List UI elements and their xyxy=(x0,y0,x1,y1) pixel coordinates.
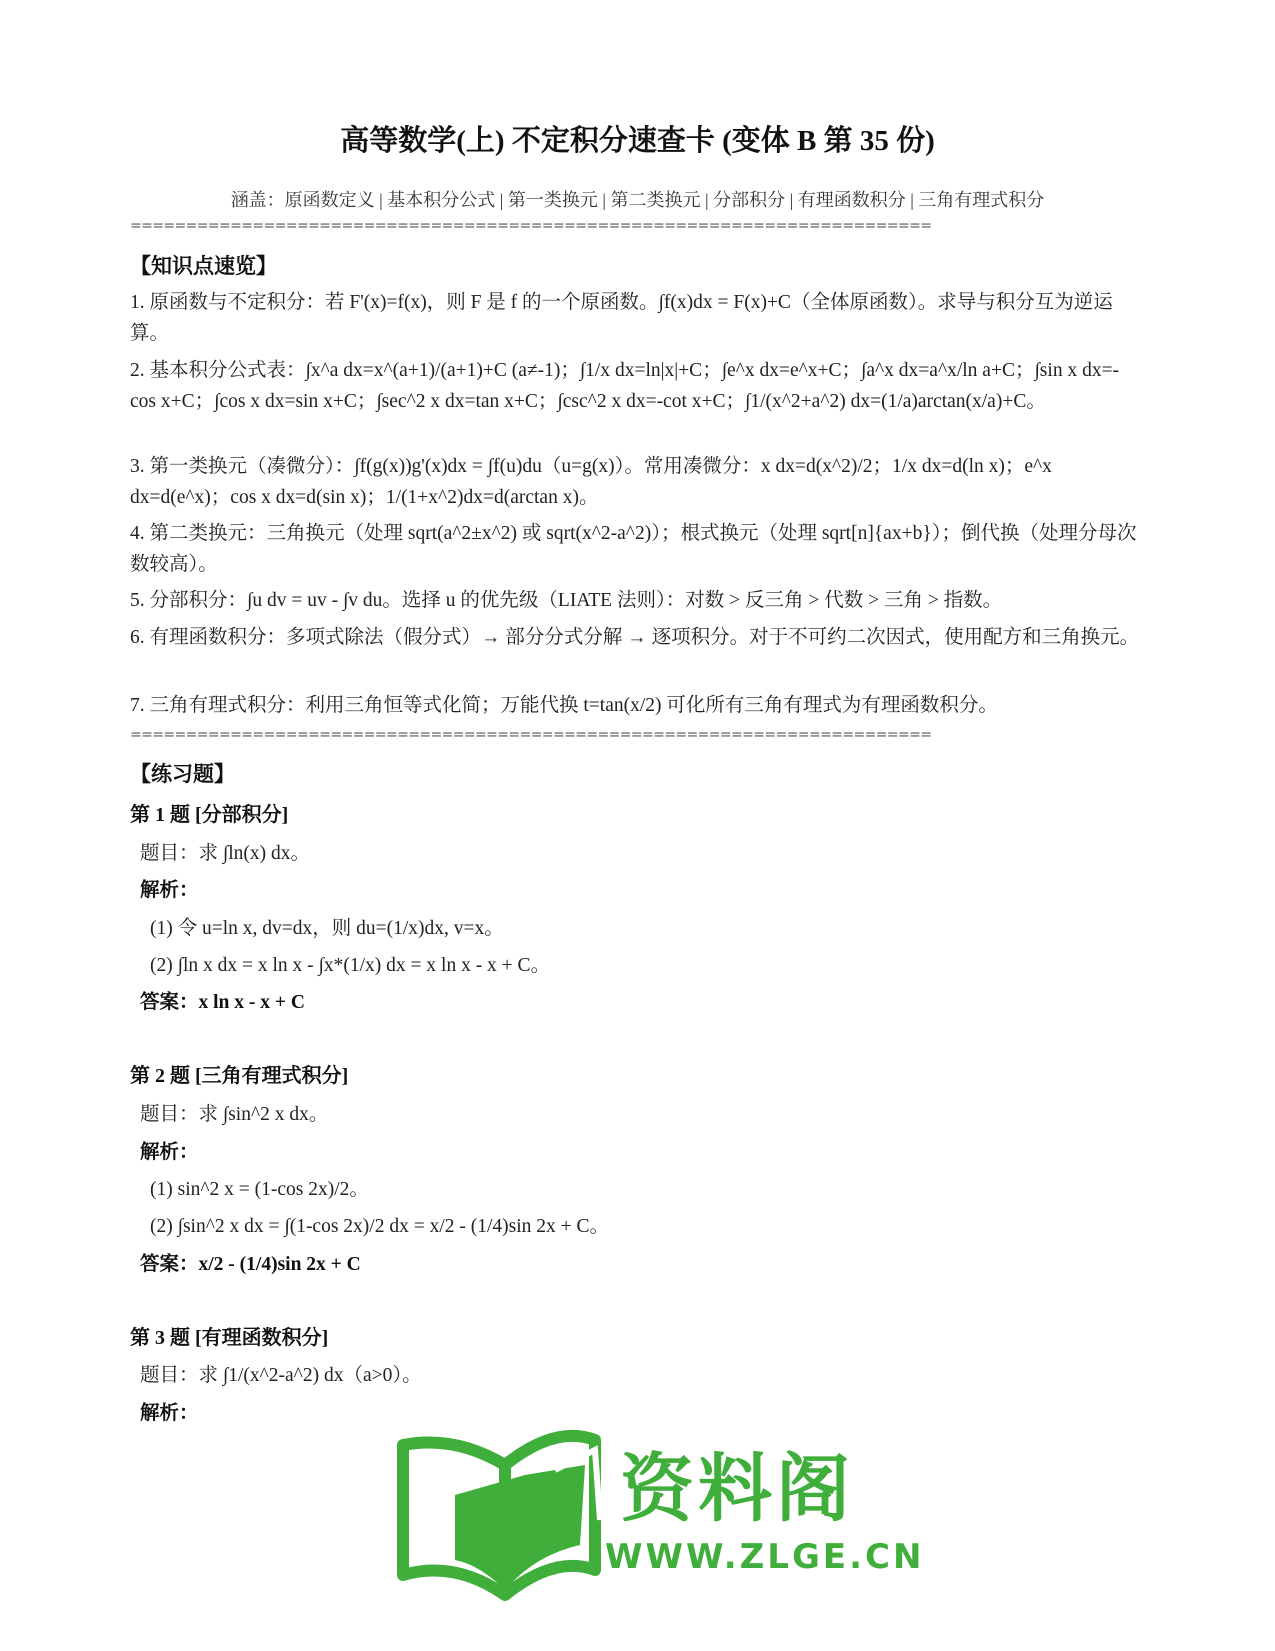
analysis-label: 解析： xyxy=(140,1142,199,1163)
divider: ======================================================================== xyxy=(130,218,932,234)
question-title: 第 1 题 [分部积分] xyxy=(130,804,289,826)
question-title: 第 3 题 [有理函数积分] xyxy=(130,1327,329,1349)
analysis-label: 解析： xyxy=(140,1403,199,1424)
knowledge-point: 5. 分部积分：∫u dv = uv - ∫v du。选择 u 的优先级（LIATE 法则）：对数 > 反三角 > 代数 > 三角 > 指数。 xyxy=(130,590,1003,611)
knowledge-point: 6. 有理函数积分：多项式除法（假分式）→ 部分分式分解 → 逐项积分。对于不可约二次因式，使用配方和三角换元。 xyxy=(130,627,1140,648)
knowledge-point: 1. 原函数与不定积分：若 F'(x)=f(x)，则 F 是 f 的一个原函数。∫f(x)dx = F(x)+C（全体原函数）。求导与积分互为逆运算。 xyxy=(130,292,1113,344)
question-title: 第 2 题 [三角有理式积分] xyxy=(130,1065,349,1087)
answer: 答案：x ln x - x + C xyxy=(140,992,305,1013)
solution-step: (1) sin^2 x = (1-cos 2x)/2。 xyxy=(150,1179,369,1200)
solution-step: (2) ∫ln x dx = x ln x - ∫x*(1/x) dx = x ln x - x + C。 xyxy=(150,955,551,976)
exercises-heading: 【练习题】 xyxy=(130,762,235,786)
knowledge-heading: 【知识点速览】 xyxy=(130,254,277,278)
solution-step: (1) 令 u=ln x, dv=dx，则 du=(1/x)dx, v=x。 xyxy=(150,918,504,939)
watermark-url: WWW.ZLGE.CN xyxy=(605,1537,925,1577)
knowledge-point: 7. 三角有理式积分：利用三角恒等式化简；万能代换 t=tan(x/2) 可化所有三角有理式为有理函数积分。 xyxy=(130,695,998,716)
divider: ======================================================================== xyxy=(130,727,932,743)
knowledge-point: 2. 基本积分公式表：∫x^a dx=x^(a+1)/(a+1)+C (a≠-1)；∫1/x dx=ln|x|+C；∫e^x dx=e^x+C；∫a^x dx=a^x/ln a+C；∫sin x dx=-cos x+C；∫cos x dx=sin x+C；∫sec^2 x dx=tan x+C；∫csc^2 x dx=-cot x+C；∫1/(x^2+a^2) dx=(1/a)arctan(x/a)+C。 xyxy=(130,360,1120,412)
question-prompt: 题目：求 ∫sin^2 x dx。 xyxy=(140,1104,329,1125)
document-subtitle: 涵盖：原函数定义 | 基本积分公式 | 第一类换元 | 第二类换元 | 分部积分 | 有理函数积分 | 三角有理式积分 xyxy=(230,190,1045,210)
document-title: 高等数学(上) 不定积分速查卡 (变体 B 第 35 份) xyxy=(340,125,935,157)
question-prompt: 题目：求 ∫1/(x^2-a^2) dx（a>0）。 xyxy=(140,1365,422,1386)
knowledge-point: 4. 第二类换元：三角换元（处理 sqrt(a^2±x^2) 或 sqrt(x^2-a^2)）；根式换元（处理 sqrt[n]{ax+b}）；倒代换（处理分母次数较高）。 xyxy=(130,523,1137,575)
watermark-brand: 资料阁 xyxy=(620,1446,854,1532)
question-prompt: 题目：求 ∫ln(x) dx。 xyxy=(140,843,310,864)
knowledge-point: 3. 第一类换元（凑微分）：∫f(g(x))g'(x)dx = ∫f(u)du（u=g(x)）。常用凑微分：x dx=d(x^2)/2；1/x dx=d(ln x)；e^x dx=d(e^x)；cos x dx=d(sin x)；1/(1+x^2)dx=d(arctan x)。 xyxy=(130,456,1052,508)
analysis-label: 解析： xyxy=(140,880,199,901)
answer: 答案：x/2 - (1/4)sin 2x + C xyxy=(140,1254,361,1275)
solution-step: (2) ∫sin^2 x dx = ∫(1-cos 2x)/2 dx = x/2 - (1/4)sin 2x + C。 xyxy=(150,1216,610,1237)
